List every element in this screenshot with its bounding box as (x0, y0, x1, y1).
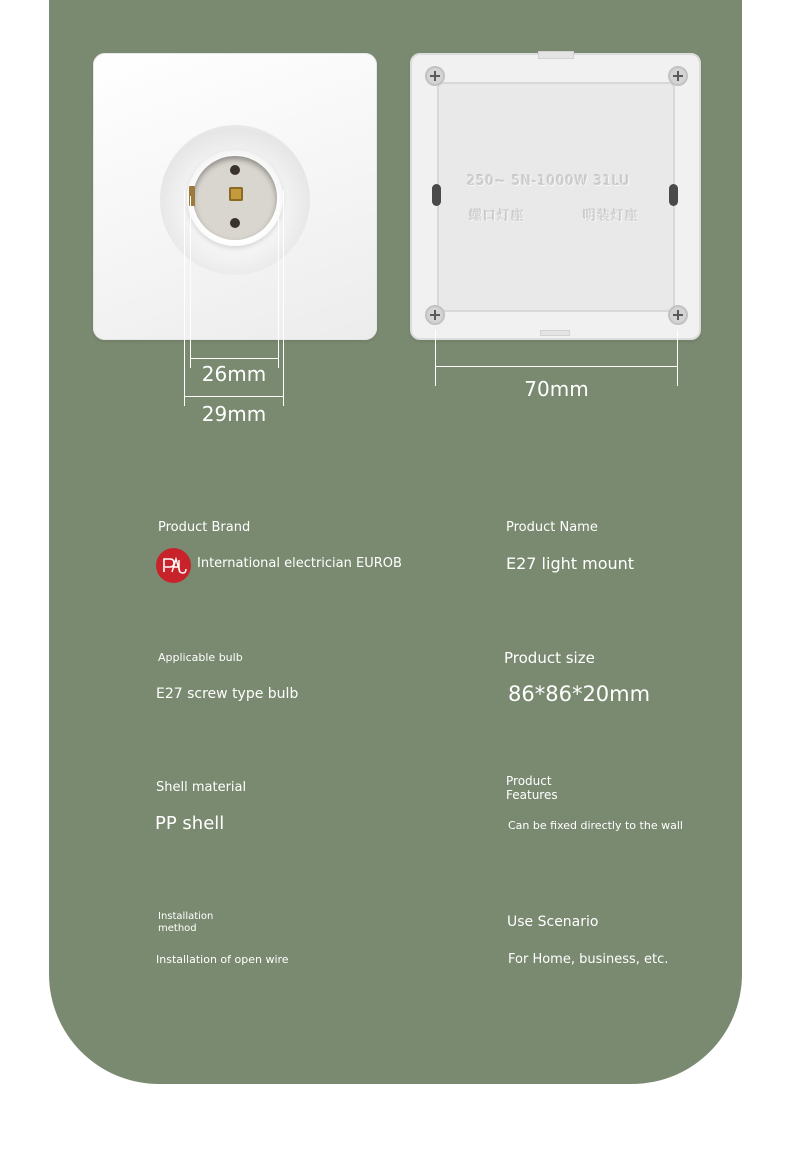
material-label: Shell material (156, 780, 247, 795)
screw-top-left (425, 66, 445, 86)
screw-bottom-left (425, 305, 445, 325)
screw-top-right (668, 66, 688, 86)
dim-inner-left-line (190, 196, 191, 368)
dim-inner-label: 26mm (201, 362, 267, 386)
bulb-value: E27 screw type bulb (156, 686, 299, 702)
brand-value: International electrician EUROB (197, 556, 402, 571)
brand-label: Product Brand (158, 520, 251, 535)
emboss-rating-text: 250~ 5N-1000W 31LU (467, 174, 631, 189)
dim-back-label: 70mm (524, 377, 589, 401)
emboss-right-text: 明装灯座 (583, 209, 640, 224)
dim-outer-horizontal (184, 396, 284, 397)
size-label: Product size (504, 649, 595, 667)
back-top-tab (538, 51, 574, 59)
features-value: Can be fixed directly to the wall (508, 819, 683, 832)
install-value: Installation of open wire (156, 953, 289, 966)
dim-inner-right-line (278, 196, 279, 368)
scenario-value: For Home, business, etc. (508, 952, 669, 967)
scenario-label: Use Scenario (507, 914, 599, 930)
mount-slot-left (432, 184, 441, 206)
dim-inner-horizontal (190, 358, 279, 359)
features-label: Product Features (506, 774, 558, 802)
bulb-label: Applicable bulb (158, 651, 243, 664)
dim-back-horizontal (435, 366, 678, 367)
name-label: Product Name (506, 520, 598, 535)
socket-contact (229, 187, 243, 201)
back-plate-inner (437, 82, 675, 312)
brand-logo-icon (156, 548, 191, 583)
screw-bottom-right (668, 305, 688, 325)
material-value: PP shell (155, 813, 225, 834)
name-value: E27 light mount (506, 554, 635, 573)
mount-slot-right (669, 184, 678, 206)
emboss-left-text: 螺口灯座 (469, 209, 526, 224)
size-value: 86*86*20mm (508, 682, 651, 706)
socket-hole-bottom (230, 218, 240, 228)
back-bottom-tab (540, 330, 570, 336)
dim-outer-label: 29mm (201, 402, 267, 426)
socket-hole-top (230, 165, 240, 175)
install-label: Installation method (158, 911, 214, 934)
